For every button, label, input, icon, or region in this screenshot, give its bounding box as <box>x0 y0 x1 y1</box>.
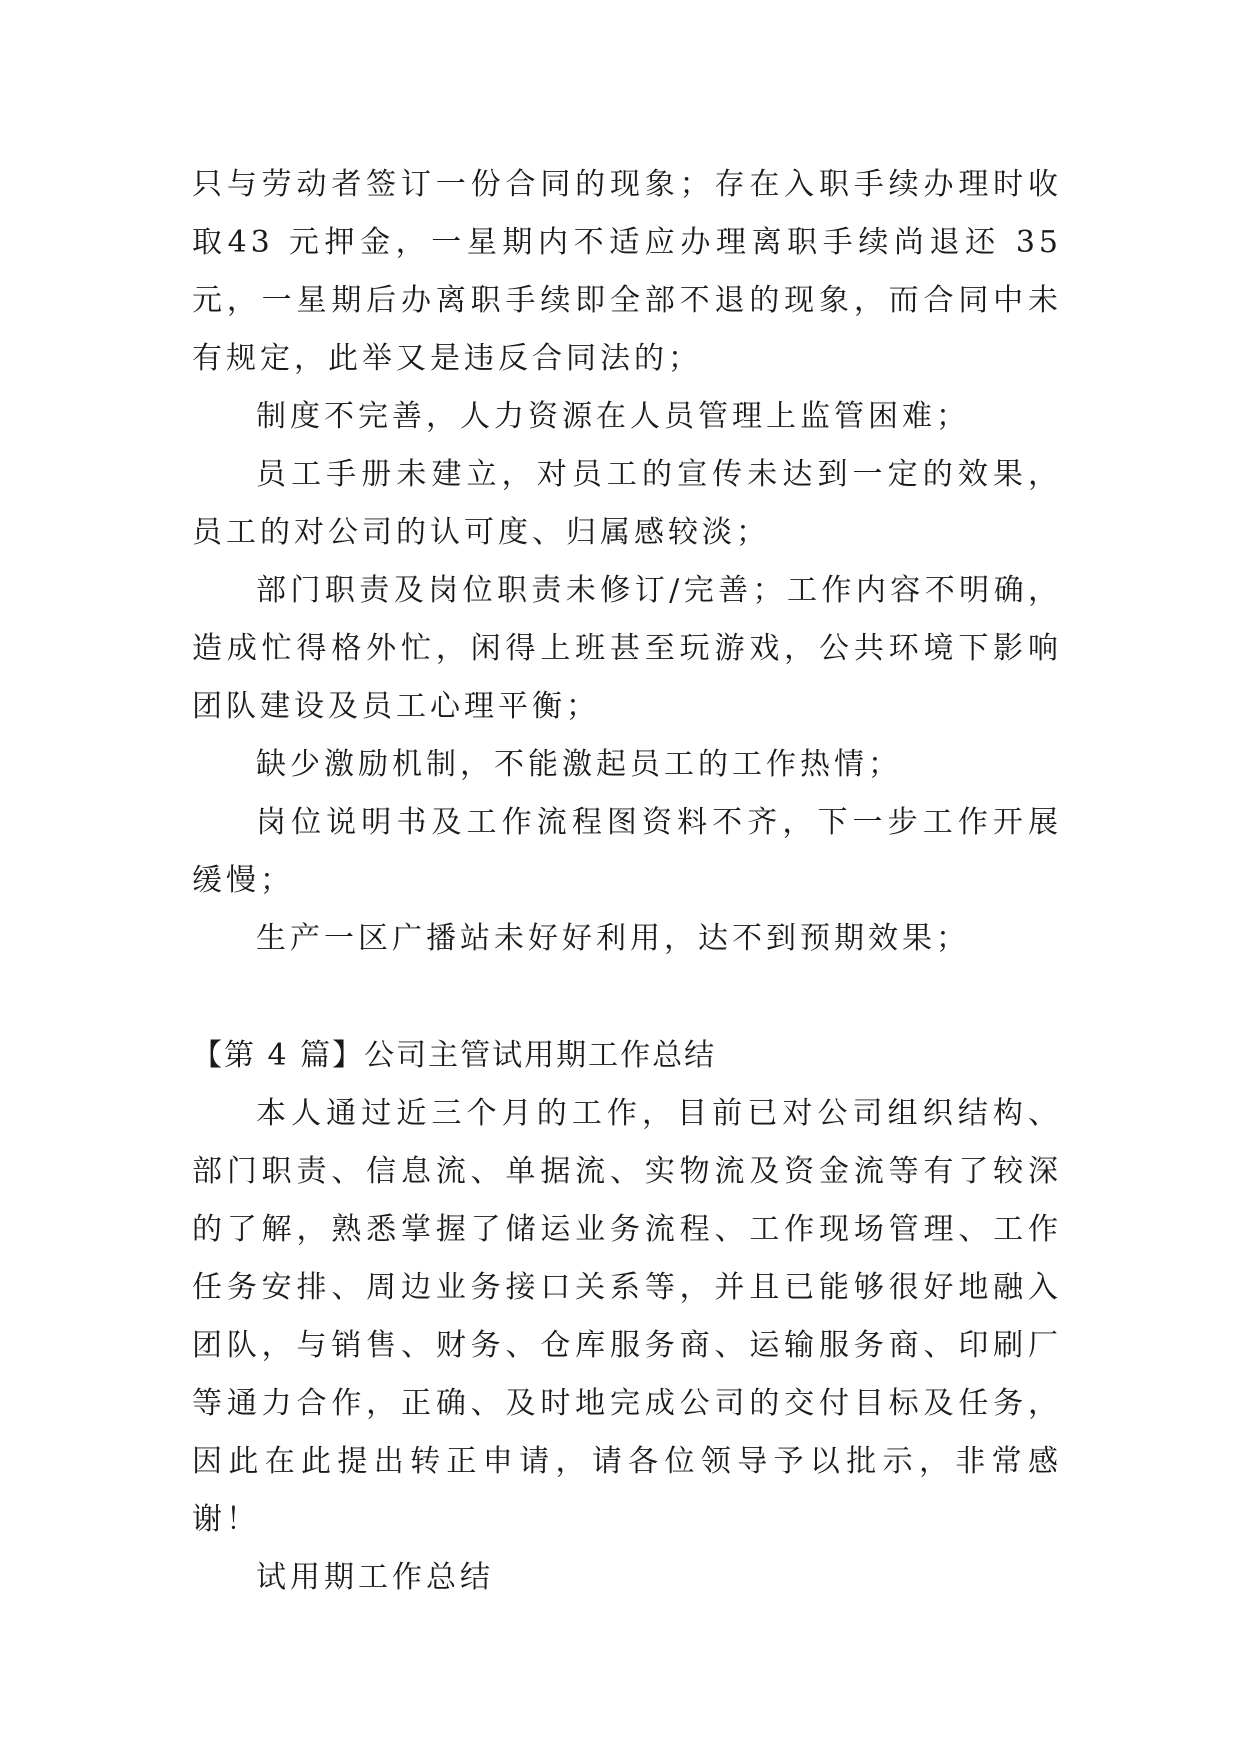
paragraph-broadcast-station: 生产一区广播站未好好利用，达不到预期效果； <box>256 921 970 956</box>
paragraph-job-description: 岗位说明书及工作流程图资料不齐，下一步工作开展缓慢； <box>192 805 1062 898</box>
paragraph-summary-title: 试用期工作总结 <box>256 1560 494 1595</box>
paragraph-department-duties: 部门职责及岗位职责未修订/完善；工作内容不明确，造成忙得格外忙，闲得上班甚至玩游戏，公共环境下影响团队建设及员工心理平衡； <box>192 573 1062 724</box>
section-heading: 【第 4 篇】公司主管试用期工作总结 <box>192 1038 717 1073</box>
paragraph-incentive-mechanism: 缺少激励机制，不能激起员工的工作热情； <box>256 747 902 782</box>
section-4-block <box>192 1027 1062 1607</box>
paragraph-probation-summary: 本人通过近三个月的工作，目前已对公司组织结构、部门职责、信息流、单据流、实物流及资金流等有了较深的了解，熟悉掌握了储运业务流程、工作现场管理、工作任务安排、周边业务接口关系等，并且已能够很好地融入团队，与销售、财务、仓库服务商、运输服务商、印刷厂等通力合作，正确、及时地完成公司的交付目标及任务，因此在此提出转正申请，请各位领导予以批示，非常感谢！ <box>192 1096 1062 1537</box>
paragraph-employee-handbook: 员工手册未建立，对员工的宣传未达到一定的效果，员工的对公司的认可度、归属感较淡； <box>192 457 1062 550</box>
paragraph-system-imperfect: 制度不完善，人力资源在人员管理上监管困难； <box>256 399 970 434</box>
paragraph-contract-deposit: 只与劳动者签订一份合同的现象；存在入职手续办理时收取43 元押金，一星期内不适应办理离职手续尚退还 35 元，一星期后办离职手续即全部不退的现象，而合同中未有规定，此举又是违反合同法的； <box>192 167 1062 376</box>
continued-text-block <box>192 156 1062 968</box>
